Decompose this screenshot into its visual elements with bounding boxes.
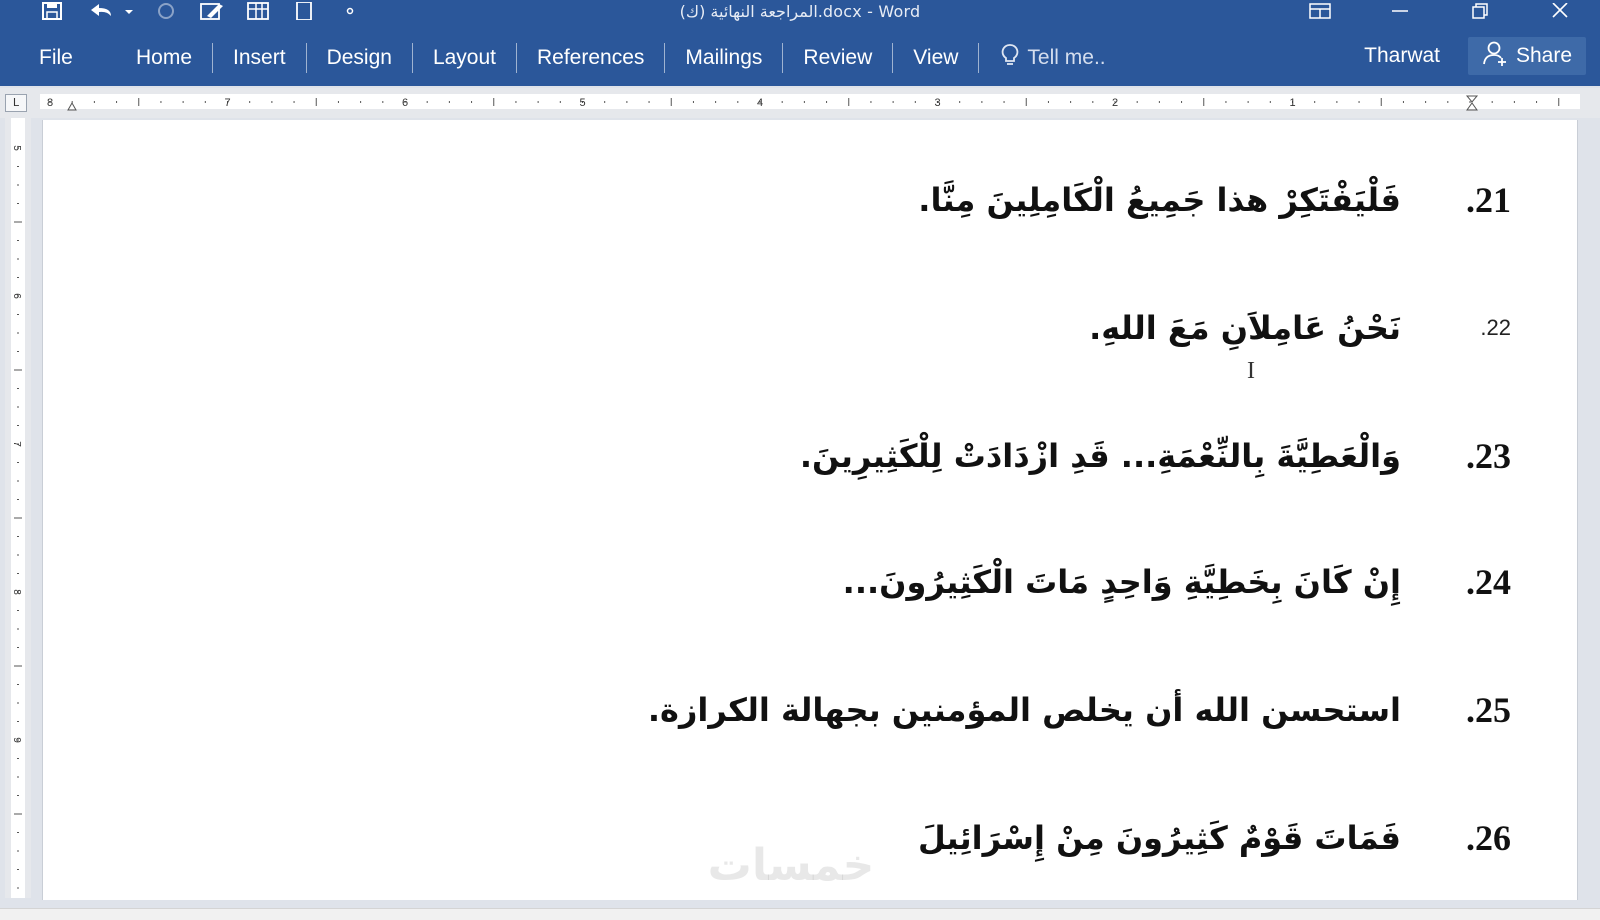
restore-icon[interactable] <box>1440 0 1520 22</box>
ribbon-display-icon[interactable] <box>1280 0 1360 22</box>
user-name[interactable]: Tharwat <box>1364 44 1440 67</box>
line-number: .24 <box>1466 562 1511 602</box>
tab-view[interactable]: View <box>913 46 959 69</box>
tab-references[interactable]: References <box>537 46 645 69</box>
document-canvas <box>34 118 1600 908</box>
tell-me-box[interactable] <box>979 43 1105 73</box>
ruler-number: 7 <box>224 97 231 109</box>
list-item[interactable] <box>1089 298 1511 358</box>
ruler-number: 6 <box>11 293 22 299</box>
list-item[interactable] <box>918 170 1511 230</box>
line-text[interactable]: وَالْعَطِيَّةَ بِالنِّعْمَةِ... قَدِ ازْدَادَتْ لِلْكَثِيرِينَ. <box>799 437 1401 475</box>
ruler-number: 9 <box>11 737 22 743</box>
ruler-number: 6 <box>401 97 409 109</box>
line-text[interactable]: فَمَاتَ قَوْمٌ كَثِيرُونَ مِنْ إِسْرَائِيلَ <box>917 819 1401 857</box>
ruler-number: 8 <box>46 97 54 109</box>
minimize-icon[interactable] <box>1360 0 1440 22</box>
tab-design[interactable]: Design <box>326 46 392 69</box>
document-title: (ك) المراجعة النهائية.docx - Word <box>679 2 921 21</box>
ruler-number: 5 <box>579 97 586 109</box>
tab-layout[interactable]: Layout <box>432 46 496 69</box>
tab-selector[interactable]: L <box>5 94 27 112</box>
tab-insert[interactable]: Insert <box>233 46 286 69</box>
line-number: .22 <box>1480 315 1511 340</box>
ribbon <box>0 30 1600 86</box>
list-item[interactable] <box>800 426 1511 486</box>
tab-mailings[interactable]: Mailings <box>685 46 763 69</box>
ruler-number: 2 <box>1111 97 1119 109</box>
ruler-number: 1 <box>1289 97 1296 109</box>
line-number: .21 <box>1466 180 1511 220</box>
line-text[interactable]: فَلْيَفْتَكِرْ هذا جَمِيعُ الْكَامِلِينَ مِنَّا. <box>918 181 1401 219</box>
vertical-ruler <box>5 118 31 898</box>
ruler-number: 8 <box>11 589 22 595</box>
close-icon[interactable] <box>1520 0 1600 22</box>
list-item[interactable] <box>648 680 1511 740</box>
share-button[interactable] <box>1468 37 1586 75</box>
line-text[interactable]: إِنْ كَانَ بِخَطِيَّةِ وَاحِدٍ مَاتَ الْكَثِيرُونَ... <box>842 563 1401 601</box>
tell-me-label: Tell me.. <box>1027 46 1106 69</box>
ruler-scale <box>40 92 1580 112</box>
ruler-number: 4 <box>756 97 764 109</box>
ruler-number: 7 <box>11 441 22 447</box>
line-number: .26 <box>1466 818 1511 858</box>
tab-file[interactable]: File <box>39 46 73 69</box>
person-icon <box>1482 40 1508 72</box>
line-text[interactable]: استحسن الله أن يخلص المؤمنين بجهالة الكرازة. <box>647 691 1401 729</box>
window-controls <box>1280 0 1600 22</box>
ribbon-tabs <box>0 30 1106 86</box>
horizontal-ruler <box>0 88 1600 118</box>
line-number: .25 <box>1466 690 1511 730</box>
lightbulb-icon <box>1001 43 1019 73</box>
text-cursor-icon: I <box>1247 358 1255 384</box>
watermark-logo: خمسات <box>707 840 875 891</box>
status-bar <box>0 908 1600 920</box>
share-label: Share <box>1515 44 1573 67</box>
ruler-number: 3 <box>934 97 941 109</box>
line-text[interactable]: نَحْنُ عَامِلاَنِ مَعَ اللهِ. <box>1089 309 1401 347</box>
line-number: .23 <box>1466 436 1511 476</box>
list-item[interactable] <box>918 808 1511 868</box>
title-bar <box>0 0 1600 30</box>
document-page[interactable] <box>42 120 1578 900</box>
tab-review[interactable]: Review <box>803 46 873 69</box>
ruler-number: 5 <box>11 145 22 151</box>
tab-home[interactable]: Home <box>136 46 193 69</box>
list-item[interactable] <box>843 552 1511 612</box>
